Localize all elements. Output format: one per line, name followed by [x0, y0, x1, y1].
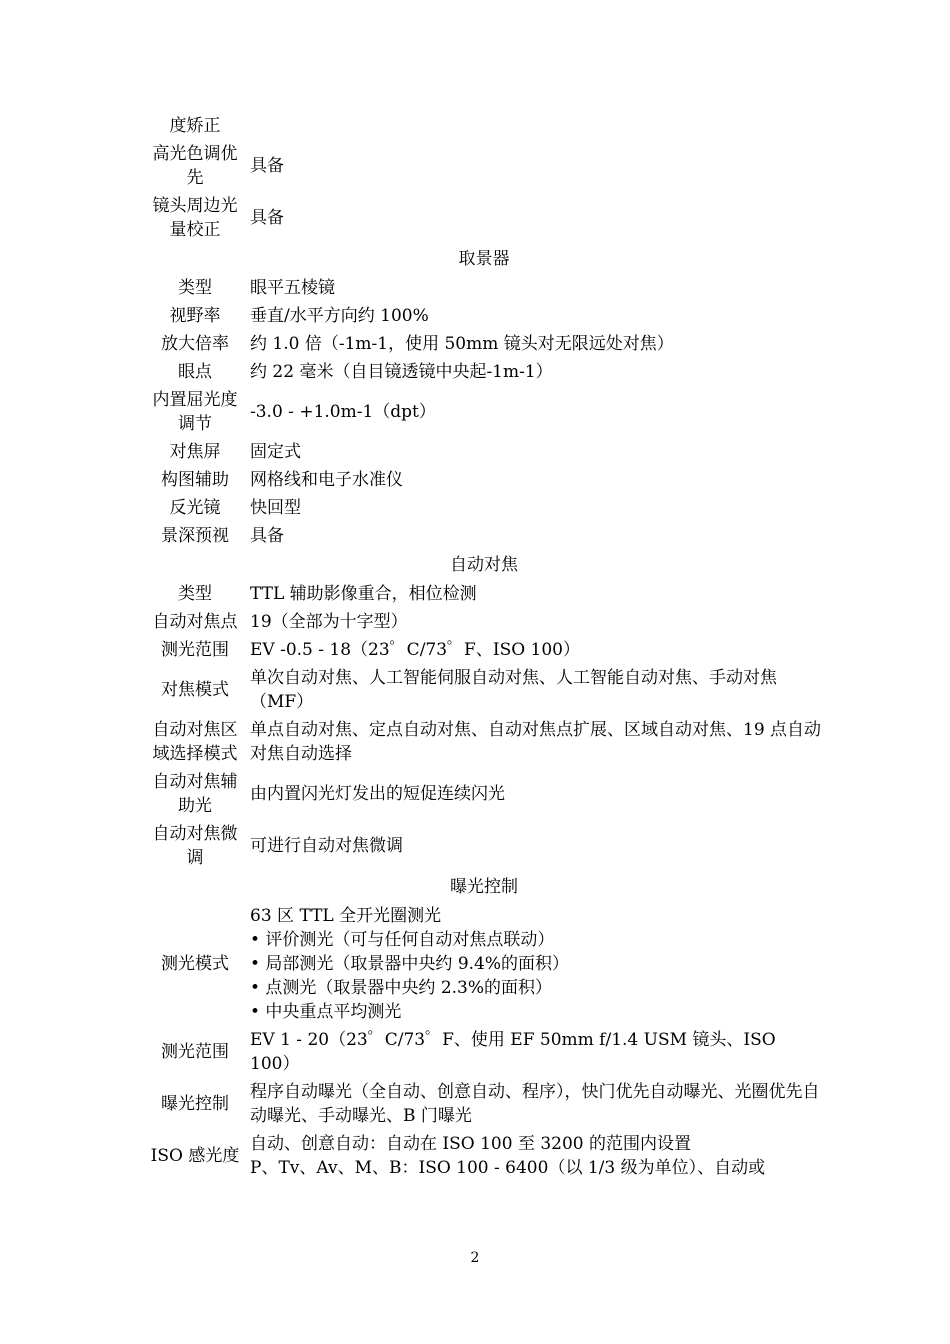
spec-label: 测光范围 — [161, 1042, 229, 1062]
spec-value: 具备 — [250, 526, 284, 546]
spec-label: 构图辅助 — [161, 470, 229, 490]
spec-row-metering-mode — [146, 902, 822, 1026]
spec-row — [146, 274, 822, 302]
spec-value: 快回型 — [250, 498, 301, 518]
spec-value: 19（全部为十字型） — [250, 612, 408, 632]
spec-row — [146, 302, 822, 330]
spec-value: 单次自动对焦、人工智能伺服自动对焦、人工智能自动对焦、手动对焦（MF） — [250, 668, 777, 712]
spec-group-autofocus — [146, 580, 822, 872]
spec-row — [146, 192, 822, 244]
iso-line: P、Tv、Av、M、B：ISO 100 - 6400（以 1/3 级为单位）、自动或 — [250, 1158, 766, 1178]
spec-group-viewfinder — [146, 274, 822, 550]
spec-value: -3.0 - +1.0m-1（dpt） — [250, 402, 436, 422]
spec-row — [146, 112, 822, 140]
spec-row — [146, 580, 822, 608]
spec-label: 高光色调优先 — [152, 144, 238, 188]
spec-label: 对焦屏 — [169, 442, 221, 462]
spec-value — [244, 1132, 822, 1180]
spec-value: 约 1.0 倍（-1m-1，使用 50mm 镜头对无限远处对焦） — [250, 334, 674, 354]
spec-label: 测光范围 — [161, 640, 229, 660]
spec-sheet — [146, 112, 822, 1182]
spec-label: 放大倍率 — [161, 334, 229, 354]
spec-label: 自动对焦点 — [152, 612, 238, 632]
metering-line: • 评价测光（可与任何自动对焦点联动） — [250, 930, 555, 950]
spec-row — [146, 664, 822, 716]
spec-label: 类型 — [178, 278, 212, 298]
spec-row — [146, 1078, 822, 1130]
spec-value: 网格线和电子水准仪 — [250, 470, 403, 490]
spec-group-image — [146, 112, 822, 244]
spec-row — [146, 1026, 822, 1078]
spec-label: 眼点 — [178, 362, 212, 382]
spec-row — [146, 330, 822, 358]
iso-line: 自动、创意自动：自动在 ISO 100 至 3200 的范围内设置 — [250, 1134, 692, 1154]
spec-row — [146, 438, 822, 466]
spec-row — [146, 820, 822, 872]
spec-value: 具备 — [250, 208, 284, 228]
spec-label: 内置屈光度调节 — [152, 390, 238, 434]
page-number: 2 — [470, 1250, 480, 1266]
spec-group-exposure — [146, 1026, 822, 1130]
spec-label: 测光模式 — [161, 954, 229, 974]
spec-value: 眼平五棱镜 — [250, 278, 335, 298]
spec-row — [146, 494, 822, 522]
spec-row — [146, 466, 822, 494]
spec-value: 垂直/水平方向约 100% — [250, 306, 429, 326]
spec-label: 镜头周边光量校正 — [152, 196, 238, 240]
spec-value: 可进行自动对焦微调 — [250, 836, 403, 856]
section-heading-autofocus: 自动对焦 — [450, 555, 518, 575]
spec-value: 单点自动对焦、定点自动对焦、自动对焦点扩展、区域自动对焦、19 点自动对焦自动选择 — [250, 720, 822, 764]
spec-value: 具备 — [250, 156, 284, 176]
spec-value: TTL 辅助影像重合，相位检测 — [250, 584, 477, 604]
spec-row — [146, 636, 822, 664]
spec-row — [146, 140, 822, 192]
section-heading-viewfinder: 取景器 — [458, 249, 510, 269]
spec-label: 景深预视 — [161, 526, 229, 546]
spec-label: 曝光控制 — [161, 1094, 229, 1114]
spec-row — [146, 608, 822, 636]
spec-row — [146, 716, 822, 768]
section-heading-exposure: 曝光控制 — [450, 877, 518, 897]
spec-row-iso — [146, 1130, 822, 1182]
spec-label: 度矫正 — [169, 116, 221, 136]
spec-label: 类型 — [178, 584, 212, 604]
spec-row — [146, 358, 822, 386]
spec-value: EV -0.5 - 18（23゜C/73゜F、ISO 100） — [250, 640, 580, 660]
spec-label: 反光镜 — [169, 498, 221, 518]
metering-line: • 中央重点平均测光 — [250, 1002, 402, 1022]
spec-label: 自动对焦区域选择模式 — [152, 720, 238, 764]
spec-row — [146, 522, 822, 550]
spec-value: 约 22 毫米（自目镜透镜中央起-1m-1） — [250, 362, 553, 382]
metering-line: • 局部测光（取景器中央约 9.4%的面积） — [250, 954, 570, 974]
metering-line: • 点测光（取景器中央约 2.3%的面积） — [250, 978, 553, 998]
spec-row — [146, 768, 822, 820]
spec-value: 程序自动曝光（全自动、创意自动、程序），快门优先自动曝光、光圈优先自动曝光、手动曝光、B 门曝光 — [250, 1082, 820, 1126]
spec-label: 视野率 — [169, 306, 221, 326]
spec-label: 自动对焦微调 — [152, 824, 238, 868]
metering-line: 63 区 TTL 全开光圈测光 — [250, 906, 442, 926]
spec-value: 固定式 — [250, 442, 301, 462]
spec-value — [244, 904, 822, 1024]
spec-label: 自动对焦辅助光 — [152, 772, 238, 816]
spec-label: ISO 感光度 — [150, 1146, 240, 1166]
spec-row — [146, 386, 822, 438]
spec-value: EV 1 - 20（23゜C/73゜F、使用 EF 50mm f/1.4 USM 镜头、ISO 100） — [250, 1030, 776, 1074]
spec-value: 由内置闪光灯发出的短促连续闪光 — [250, 784, 505, 804]
spec-label: 对焦模式 — [161, 680, 229, 700]
